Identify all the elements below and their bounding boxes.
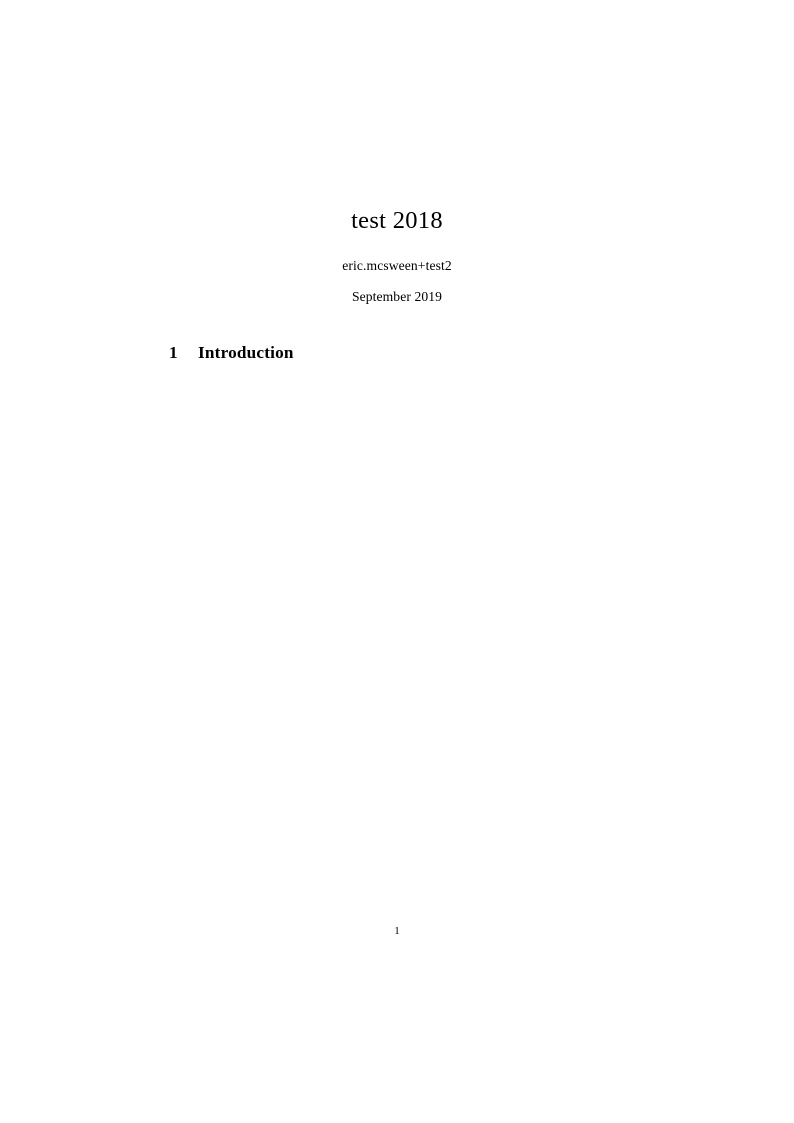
document-date: September 2019 (351, 289, 443, 304)
document-title: test 2018 (351, 207, 443, 234)
section-heading-introduction (169, 343, 294, 363)
document-author: eric.mcsween+test2 (342, 258, 452, 273)
document-text-block (113, 0, 681, 1123)
section-number: 1 (169, 343, 178, 362)
section-title: Introduction (198, 343, 294, 362)
page-number: 1 (394, 925, 400, 937)
